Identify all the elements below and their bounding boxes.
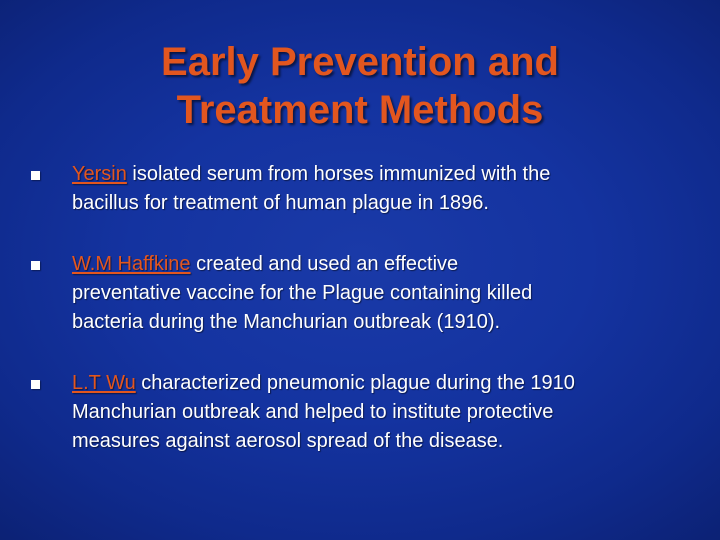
bullet-text: bacteria during the Manchurian outbreak (1910). [72,311,501,333]
square-bullet-icon [31,380,40,389]
bullet-text: characterized pneumonic plague during the 1910 [135,372,575,394]
bullet-item-yersin [30,160,700,218]
bullet-text: isolated serum from horses immunized with the [126,163,551,185]
bullet-item-haffkine [30,250,700,337]
bullet-text: bacillus for treatment of human plague in 1896. [72,192,489,214]
bullet-item-wu [30,369,700,456]
link-yersin[interactable]: Yersin [72,163,127,185]
bullet-text: created and used an effective [190,253,459,275]
slide-title-line: Treatment Methods [176,88,544,132]
link-haffkine[interactable]: W.M Haffkine [72,253,191,275]
bullet-line [72,250,700,279]
link-wu[interactable]: L.T Wu [72,372,136,394]
slide-title [40,38,680,134]
square-bullet-icon [31,261,40,270]
bullet-list [30,160,700,456]
slide-title-line: Early Prevention and [161,40,559,84]
bullet-text: measures against aerosol spread of the disease. [72,430,504,452]
bullet-line [72,369,700,398]
bullet-line [72,160,700,189]
bullet-text: Manchurian outbreak and helped to institute protective [72,401,554,423]
bullet-text: preventative vaccine for the Plague containing killed [72,282,533,304]
square-bullet-icon [31,171,40,180]
